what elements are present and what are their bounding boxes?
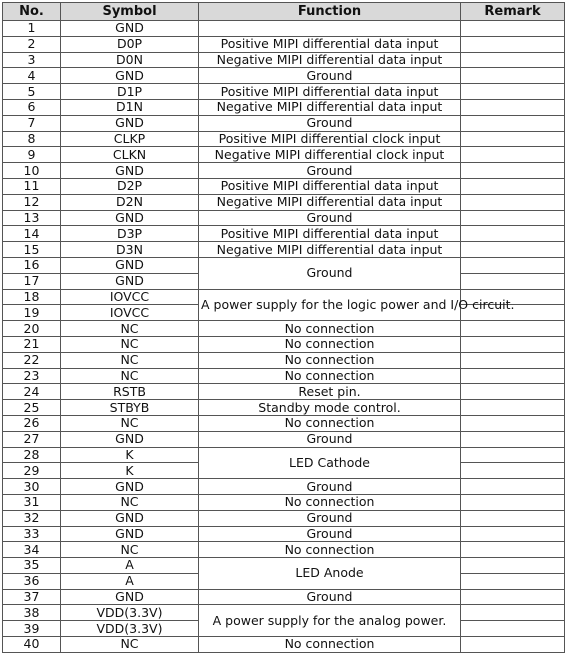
- pin-remark: [461, 415, 565, 431]
- pin-symbol: GND: [61, 257, 199, 273]
- pin-remark: [461, 242, 565, 258]
- pin-remark: [461, 178, 565, 194]
- pin-function: Ground: [199, 510, 461, 526]
- pin-symbol: NC: [61, 336, 199, 352]
- pin-remark: [461, 558, 565, 574]
- header-remark: Remark: [461, 3, 565, 21]
- pin-symbol: GND: [61, 68, 199, 84]
- pin-symbol: VDD(3.3V): [61, 605, 199, 621]
- table-row: [3, 479, 565, 495]
- pin-symbol: STBYB: [61, 400, 199, 416]
- table-row: [3, 494, 565, 510]
- pin-number: 11: [3, 178, 61, 194]
- pin-symbol: D3N: [61, 242, 199, 258]
- pin-function: Ground: [199, 257, 461, 289]
- pin-assignment-table: [2, 2, 565, 653]
- pin-remark: [461, 494, 565, 510]
- table-row: [3, 368, 565, 384]
- pin-number: 14: [3, 226, 61, 242]
- table-row: [3, 36, 565, 52]
- pin-symbol: GND: [61, 273, 199, 289]
- pin-number: 5: [3, 84, 61, 100]
- pin-function: Positive MIPI differential data input: [199, 226, 461, 242]
- pin-function: Ground: [199, 479, 461, 495]
- pin-function: Ground: [199, 210, 461, 226]
- table-row: [3, 21, 565, 37]
- pin-function: Ground: [199, 163, 461, 179]
- table-row: [3, 52, 565, 68]
- pin-remark: [461, 115, 565, 131]
- pin-number: 28: [3, 447, 61, 463]
- pin-remark: [461, 431, 565, 447]
- table-row: [3, 115, 565, 131]
- pin-remark: [461, 510, 565, 526]
- pin-number: 1: [3, 21, 61, 37]
- pin-number: 6: [3, 99, 61, 115]
- pin-function: No connection: [199, 352, 461, 368]
- pin-remark: [461, 336, 565, 352]
- pin-symbol: NC: [61, 494, 199, 510]
- pin-symbol: A: [61, 558, 199, 574]
- pin-remark: [461, 21, 565, 37]
- pin-function: No connection: [199, 637, 461, 653]
- table-row: [3, 194, 565, 210]
- table-row: [3, 605, 565, 621]
- table-row: [3, 131, 565, 147]
- pin-number: 38: [3, 605, 61, 621]
- pin-function: A power supply for the logic power and I/O circuit.: [199, 289, 461, 321]
- pin-symbol: D0P: [61, 36, 199, 52]
- pin-remark: [461, 368, 565, 384]
- pin-remark: [461, 542, 565, 558]
- pin-symbol: CLKN: [61, 147, 199, 163]
- pin-number: 17: [3, 273, 61, 289]
- pin-symbol: GND: [61, 431, 199, 447]
- pin-symbol: IOVCC: [61, 289, 199, 305]
- table-row: [3, 226, 565, 242]
- pin-number: 29: [3, 463, 61, 479]
- table-row: [3, 210, 565, 226]
- pin-function: LED Anode: [199, 558, 461, 590]
- pin-number: 36: [3, 573, 61, 589]
- pin-number: 9: [3, 147, 61, 163]
- pin-symbol: GND: [61, 115, 199, 131]
- table-row: [3, 447, 565, 463]
- pin-function: Ground: [199, 68, 461, 84]
- pin-remark: [461, 573, 565, 589]
- pin-number: 7: [3, 115, 61, 131]
- pin-symbol: GND: [61, 210, 199, 226]
- pin-function: Ground: [199, 589, 461, 605]
- pin-function: Negative MIPI differential data input: [199, 194, 461, 210]
- pin-function: Standby mode control.: [199, 400, 461, 416]
- pin-number: 22: [3, 352, 61, 368]
- table-header-row: [3, 3, 565, 21]
- pin-remark: [461, 621, 565, 637]
- pin-function: Ground: [199, 431, 461, 447]
- pin-symbol: VDD(3.3V): [61, 621, 199, 637]
- pin-function: No connection: [199, 494, 461, 510]
- pin-remark: [461, 52, 565, 68]
- table-row: [3, 147, 565, 163]
- pin-number: 3: [3, 52, 61, 68]
- pin-remark: [461, 210, 565, 226]
- pin-number: 34: [3, 542, 61, 558]
- pin-symbol: D2N: [61, 194, 199, 210]
- pin-remark: [461, 637, 565, 653]
- table-row: [3, 352, 565, 368]
- pin-number: 32: [3, 510, 61, 526]
- pin-function: Positive MIPI differential data input: [199, 84, 461, 100]
- table-row: [3, 526, 565, 542]
- pin-symbol: GND: [61, 510, 199, 526]
- pin-number: 25: [3, 400, 61, 416]
- pin-number: 39: [3, 621, 61, 637]
- pin-symbol: D3P: [61, 226, 199, 242]
- pin-function: Ground: [199, 526, 461, 542]
- pin-function: No connection: [199, 368, 461, 384]
- table-row: [3, 589, 565, 605]
- pin-number: 33: [3, 526, 61, 542]
- table-row: [3, 558, 565, 574]
- pin-number: 23: [3, 368, 61, 384]
- pin-symbol: CLKP: [61, 131, 199, 147]
- table-body: [3, 21, 565, 653]
- pin-number: 13: [3, 210, 61, 226]
- pin-remark: [461, 273, 565, 289]
- pin-function: Positive MIPI differential data input: [199, 178, 461, 194]
- pin-symbol: NC: [61, 415, 199, 431]
- pin-number: 30: [3, 479, 61, 495]
- pin-remark: [461, 384, 565, 400]
- pin-number: 26: [3, 415, 61, 431]
- pin-number: 27: [3, 431, 61, 447]
- table-row: [3, 99, 565, 115]
- table-row: [3, 321, 565, 337]
- table-row: [3, 289, 565, 305]
- pin-number: 19: [3, 305, 61, 321]
- pin-symbol: NC: [61, 352, 199, 368]
- pin-function: Negative MIPI differential data input: [199, 52, 461, 68]
- pin-number: 2: [3, 36, 61, 52]
- table-row: [3, 400, 565, 416]
- pin-symbol: NC: [61, 542, 199, 558]
- pin-function: [199, 21, 461, 37]
- table-row: [3, 68, 565, 84]
- table-row: [3, 510, 565, 526]
- table-row: [3, 415, 565, 431]
- header-symbol: Symbol: [61, 3, 199, 21]
- pin-remark: [461, 605, 565, 621]
- pin-symbol: K: [61, 447, 199, 463]
- pin-remark: [461, 194, 565, 210]
- pin-remark: [461, 36, 565, 52]
- pin-remark: [461, 463, 565, 479]
- pin-symbol: GND: [61, 163, 199, 179]
- pin-number: 35: [3, 558, 61, 574]
- pin-function: Negative MIPI differential clock input: [199, 147, 461, 163]
- pin-remark: [461, 84, 565, 100]
- pin-function: Positive MIPI differential clock input: [199, 131, 461, 147]
- pin-function: No connection: [199, 415, 461, 431]
- pin-remark: [461, 479, 565, 495]
- table-row: [3, 257, 565, 273]
- pin-number: 40: [3, 637, 61, 653]
- pin-function: LED Cathode: [199, 447, 461, 479]
- pin-number: 4: [3, 68, 61, 84]
- pin-symbol: RSTB: [61, 384, 199, 400]
- pin-function: Negative MIPI differential data input: [199, 99, 461, 115]
- pin-function: No connection: [199, 542, 461, 558]
- pin-function: Positive MIPI differential data input: [199, 36, 461, 52]
- table-row: [3, 431, 565, 447]
- pin-number: 12: [3, 194, 61, 210]
- table-row: [3, 542, 565, 558]
- pin-symbol: GND: [61, 589, 199, 605]
- pin-remark: [461, 163, 565, 179]
- pin-function: Ground: [199, 115, 461, 131]
- pin-remark: [461, 257, 565, 273]
- pin-remark: [461, 352, 565, 368]
- pin-number: 8: [3, 131, 61, 147]
- pin-symbol: NC: [61, 637, 199, 653]
- pin-symbol: GND: [61, 21, 199, 37]
- header-function: Function: [199, 3, 461, 21]
- pin-number: 20: [3, 321, 61, 337]
- pin-number: 37: [3, 589, 61, 605]
- pin-symbol: GND: [61, 526, 199, 542]
- table-row: [3, 84, 565, 100]
- pin-function: A power supply for the analog power.: [199, 605, 461, 637]
- pin-number: 10: [3, 163, 61, 179]
- pin-remark: [461, 447, 565, 463]
- pin-remark: [461, 131, 565, 147]
- pin-symbol: D1N: [61, 99, 199, 115]
- pin-symbol: D1P: [61, 84, 199, 100]
- pin-symbol: IOVCC: [61, 305, 199, 321]
- pin-symbol: D0N: [61, 52, 199, 68]
- pin-symbol: A: [61, 573, 199, 589]
- pin-number: 15: [3, 242, 61, 258]
- pin-remark: [461, 147, 565, 163]
- table-row: [3, 336, 565, 352]
- table-row: [3, 637, 565, 653]
- pin-function: Reset pin.: [199, 384, 461, 400]
- pin-remark: [461, 589, 565, 605]
- table-row: [3, 242, 565, 258]
- pin-remark: [461, 321, 565, 337]
- pin-symbol: GND: [61, 479, 199, 495]
- pin-number: 31: [3, 494, 61, 510]
- pin-remark: [461, 226, 565, 242]
- pin-remark: [461, 99, 565, 115]
- pin-symbol: K: [61, 463, 199, 479]
- pin-function: Negative MIPI differential data input: [199, 242, 461, 258]
- pin-function: No connection: [199, 321, 461, 337]
- table-row: [3, 178, 565, 194]
- table-row: [3, 163, 565, 179]
- header-no: No.: [3, 3, 61, 21]
- pin-symbol: NC: [61, 368, 199, 384]
- pin-number: 21: [3, 336, 61, 352]
- pin-symbol: D2P: [61, 178, 199, 194]
- pin-remark: [461, 526, 565, 542]
- pin-remark: [461, 400, 565, 416]
- pin-function: No connection: [199, 336, 461, 352]
- pin-number: 18: [3, 289, 61, 305]
- pin-symbol: NC: [61, 321, 199, 337]
- pin-number: 16: [3, 257, 61, 273]
- pin-remark: [461, 68, 565, 84]
- pin-number: 24: [3, 384, 61, 400]
- table-row: [3, 384, 565, 400]
